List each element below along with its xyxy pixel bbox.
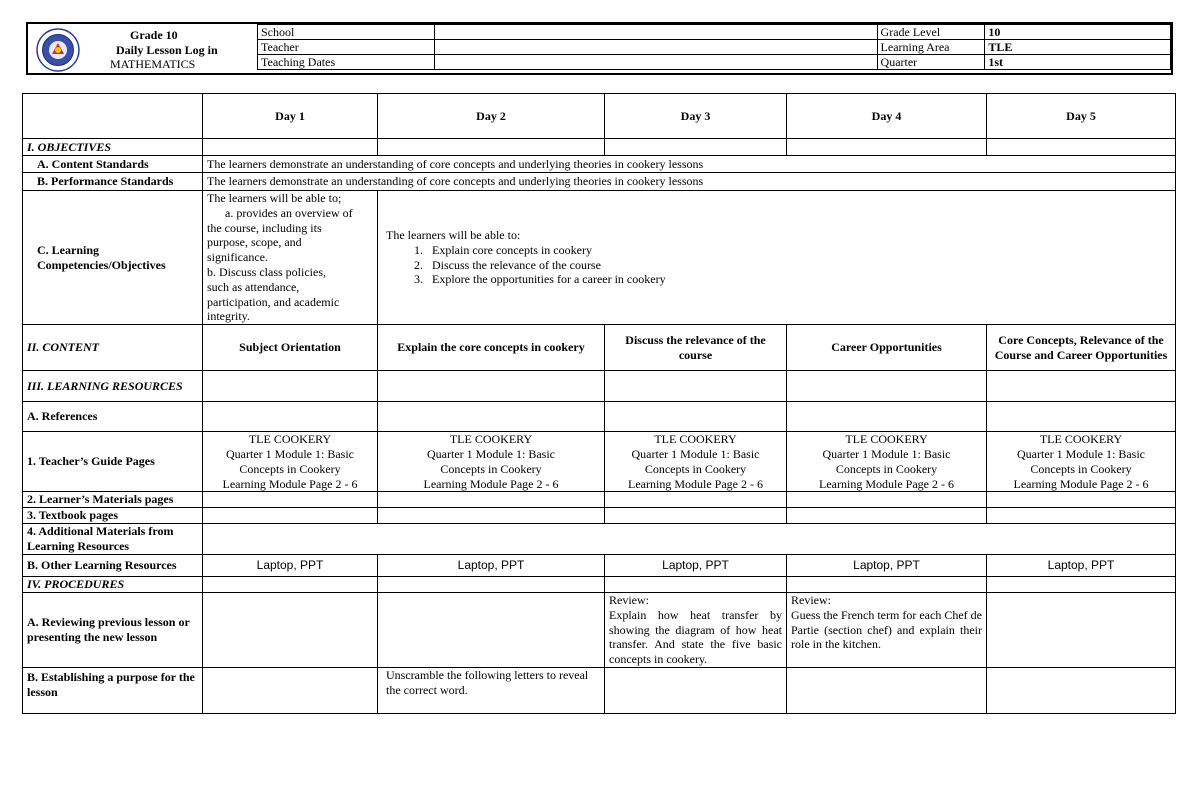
competencies-day1	[203, 191, 378, 325]
tg-day1	[203, 432, 378, 492]
learning-area-value[interactable]: TLE	[985, 40, 1171, 55]
other-day3: Laptop, PPT	[605, 554, 787, 576]
learning-area-label: Learning Area	[877, 40, 985, 55]
empty-cell	[605, 371, 787, 402]
corner-cell	[23, 94, 203, 139]
quarter-label: Quarter	[877, 55, 985, 70]
content-day3: Discuss the relevance of the course	[605, 325, 787, 371]
empty-cell	[987, 139, 1176, 156]
other-day2: Laptop, PPT	[378, 554, 605, 576]
empty-cell	[203, 402, 378, 432]
textbook-label: 3. Textbook pages	[23, 508, 203, 524]
teacher-value[interactable]	[434, 40, 877, 55]
empty-cell	[987, 492, 1176, 508]
grade-level-value[interactable]: 10	[985, 25, 1171, 40]
empty-cell	[987, 508, 1176, 524]
empty-cell	[203, 576, 378, 592]
review-day4	[787, 592, 987, 667]
procedures-heading: IV. PROCEDURES	[23, 576, 203, 592]
empty-cell	[203, 667, 378, 713]
other-day1: Laptop, PPT	[203, 554, 378, 576]
tg-line: Concepts in Cookery	[1030, 461, 1132, 476]
references-label: A. References	[23, 402, 203, 432]
title-line-2: Daily Lesson Log in	[116, 42, 218, 57]
empty-cell	[378, 508, 605, 524]
empty-cell	[378, 139, 605, 156]
objectives-heading: I. OBJECTIVES	[23, 139, 203, 156]
tg-line: TLE COOKERY	[845, 432, 928, 447]
other-day5: Laptop, PPT	[987, 554, 1176, 576]
empty-cell	[787, 508, 987, 524]
empty-cell	[605, 576, 787, 592]
competency-line: significance.	[207, 250, 268, 265]
empty-cell	[787, 402, 987, 432]
tg-line: Learning Module Page 2 - 6	[222, 476, 358, 491]
review-title: Review:	[791, 592, 831, 607]
tg-line: Learning Module Page 2 - 6	[423, 476, 559, 491]
competency-line: participation, and academic	[207, 294, 340, 309]
content-day1: Subject Orientation	[203, 325, 378, 371]
review-day3	[605, 592, 787, 667]
tg-line: Learning Module Page 2 - 6	[628, 476, 763, 491]
tg-line: Concepts in Cookery	[239, 461, 341, 476]
competency-line: The learners will be able to;	[207, 191, 342, 205]
teaching-dates-label: Teaching Dates	[258, 55, 435, 70]
tg-line: Concepts in Cookery	[644, 461, 747, 476]
tg-line: TLE COOKERY	[654, 432, 737, 447]
reviewing-label: A. Reviewing previous lesson or presenting the new lesson	[23, 592, 203, 667]
empty-cell	[787, 576, 987, 592]
performance-standards-text: The learners demonstrate an understanding of core concepts and underlying theories in cookery lessons	[203, 173, 1176, 191]
performance-standards-label: B. Performance Standards	[23, 173, 203, 191]
empty-cell	[203, 139, 378, 156]
tg-line: TLE COOKERY	[248, 432, 332, 447]
title-line-3: MATHEMATICS	[110, 57, 196, 71]
empty-cell	[787, 667, 987, 713]
tg-day5	[987, 432, 1176, 492]
quarter-value[interactable]: 1st	[985, 55, 1171, 70]
learners-materials-label: 2. Learner’s Materials pages	[23, 492, 203, 508]
empty-cell	[787, 139, 987, 156]
review-text: Guess the French term for each Chef de Partie (section chef) and explain their role in the kitchen.	[791, 607, 982, 652]
day-3-header: Day 3	[605, 94, 787, 139]
competency-item: 1. Explain core concepts in cookery	[426, 243, 1171, 258]
day-5-header: Day 5	[987, 94, 1176, 139]
tg-day4	[787, 432, 987, 492]
content-day4: Career Opportunities	[787, 325, 987, 371]
empty-cell	[203, 492, 378, 508]
content-standards-text: The learners demonstrate an understanding of core concepts and underlying theories in cookery lessons	[203, 156, 1176, 173]
empty-cell	[203, 371, 378, 402]
empty-cell	[605, 508, 787, 524]
empty-cell	[987, 667, 1176, 713]
teacher-label: Teacher	[258, 40, 435, 55]
empty-cell	[378, 371, 605, 402]
competency-line: a. provides an overview of	[225, 205, 353, 220]
title-block	[28, 24, 257, 73]
competency-intro: The learners will be able to:	[386, 227, 521, 242]
empty-cell	[378, 402, 605, 432]
empty-cell	[203, 523, 1176, 554]
empty-cell	[378, 576, 605, 592]
tg-line: TLE COOKERY	[1039, 432, 1123, 447]
tg-line: TLE COOKERY	[449, 432, 533, 447]
competency-line: purpose, scope, and	[207, 235, 302, 250]
purpose-label: B. Establishing a purpose for the lesson	[23, 667, 203, 713]
grade-level-label: Grade Level	[877, 25, 985, 40]
tg-day2	[378, 432, 605, 492]
review-title: Review:	[609, 592, 649, 607]
competency-line: such as attendance,	[207, 279, 300, 294]
empty-cell	[987, 371, 1176, 402]
header-box	[26, 22, 1173, 75]
empty-cell	[987, 592, 1176, 667]
competency-item: 3. Explore the opportunities for a career in cookery	[426, 272, 1171, 287]
empty-cell	[787, 492, 987, 508]
competency-item: 2. Discuss the relevance of the course	[426, 258, 1171, 273]
other-day4: Laptop, PPT	[787, 554, 987, 576]
day-1-header: Day 1	[203, 94, 378, 139]
competencies-label: C. Learning Competencies/Objectives	[23, 191, 203, 325]
content-heading: II. CONTENT	[23, 325, 203, 371]
purpose-day2: Unscramble the following letters to reveal the correct word.	[378, 667, 605, 713]
competency-line: b. Discuss class policies,	[207, 264, 326, 279]
day-4-header: Day 4	[787, 94, 987, 139]
tg-line: Quarter 1 Module 1: Basic	[427, 446, 555, 461]
empty-cell	[203, 592, 378, 667]
content-day2: Explain the core concepts in cookery	[378, 325, 605, 371]
competency-list	[386, 243, 1171, 287]
day-2-header: Day 2	[378, 94, 605, 139]
empty-cell	[605, 667, 787, 713]
tg-line: Learning Module Page 2 - 6	[819, 476, 954, 491]
empty-cell	[987, 402, 1176, 432]
tg-line: Quarter 1 Module 1: Basic	[226, 446, 354, 461]
teaching-dates-value[interactable]	[434, 55, 877, 70]
empty-cell	[378, 492, 605, 508]
other-resources-label: B. Other Learning Resources	[23, 554, 203, 576]
empty-cell	[378, 592, 605, 667]
school-label: School	[258, 25, 435, 40]
tg-line: Quarter 1 Module 1: Basic	[822, 446, 951, 461]
empty-cell	[605, 139, 787, 156]
school-value[interactable]	[434, 25, 877, 40]
competencies-rest	[378, 191, 1176, 325]
tg-line: Concepts in Cookery	[835, 461, 938, 476]
competency-line: integrity.	[207, 309, 250, 324]
lesson-log-table	[22, 93, 1175, 714]
title-line-1: Grade 10	[130, 28, 178, 42]
deped-seal-icon	[36, 28, 80, 72]
competency-line: the course, including its	[207, 220, 322, 235]
tg-day3	[605, 432, 787, 492]
tg-line: Quarter 1 Module 1: Basic	[1017, 446, 1145, 461]
teachers-guide-label: 1. Teacher’s Guide Pages	[23, 432, 203, 492]
empty-cell	[987, 576, 1176, 592]
content-standards-label: A. Content Standards	[23, 156, 203, 173]
resources-heading: III. LEARNING RESOURCES	[23, 371, 203, 402]
content-day5: Core Concepts, Relevance of the Course and Career Opportunities	[987, 325, 1176, 371]
tg-line: Quarter 1 Module 1: Basic	[631, 446, 760, 461]
empty-cell	[605, 492, 787, 508]
tg-line: Concepts in Cookery	[440, 461, 542, 476]
empty-cell	[787, 371, 987, 402]
additional-materials-label: 4. Additional Materials from Learning Resources	[23, 523, 203, 554]
empty-cell	[203, 508, 378, 524]
empty-cell	[605, 402, 787, 432]
review-text: Explain how heat transfer by showing the diagram of how heat transfer. And state the five basic concepts in cookery.	[609, 607, 782, 667]
tg-line: Learning Module Page 2 - 6	[1013, 476, 1149, 491]
